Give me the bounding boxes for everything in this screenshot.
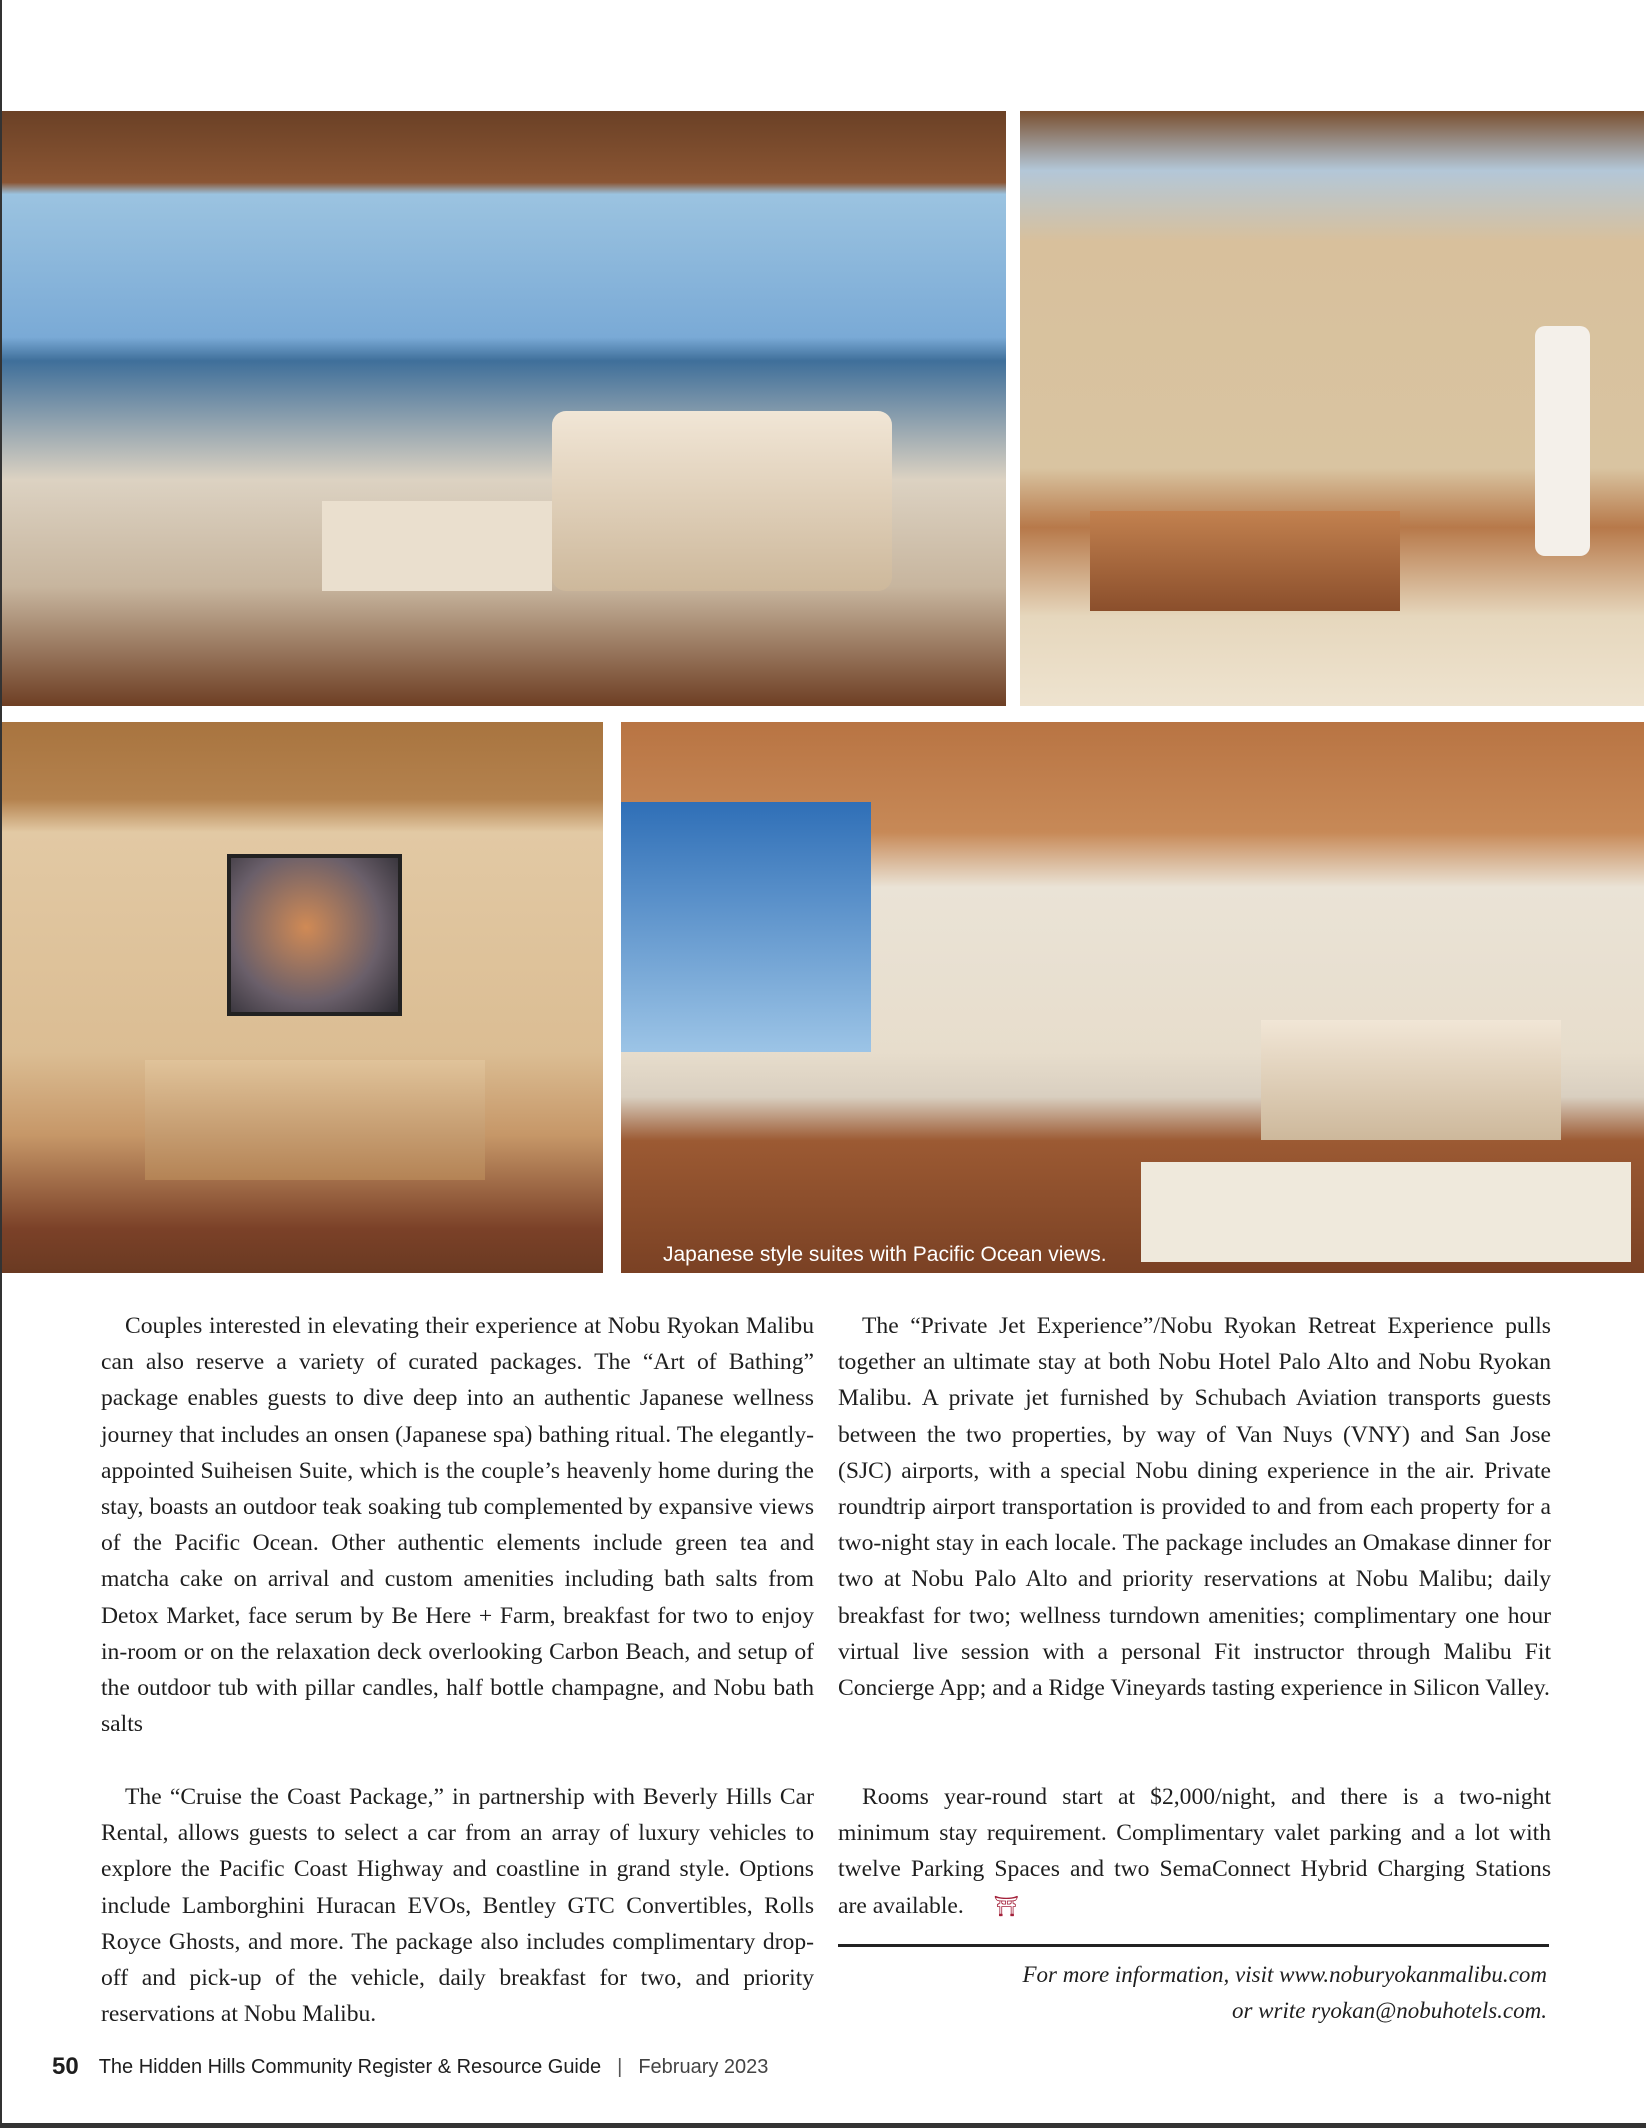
issue-date: February 2023 [638,2055,769,2078]
paragraph: The “Cruise the Coast Package,” in partnership with Beverly Hills Car Rental, allows guests to select a car from an array of luxury vehicles to explore the Pacific Coast Highway and coastline in grand style. Options include Lamborghini Huracan EVOs, Bentley GTC Convertibles, Rolls Royce Ghosts, and more. The package also includes complimentary drop-off and pick-up of the vehicle, daily breakfast for two, and priority reservations at Nobu Malibu. [101,1784,814,2028]
paragraph: The “Private Jet Experience”/Nobu Ryokan Retreat Experience pulls together an ultimate stay at both Nobu Hotel Palo Alto and Nobu Ryokan Malibu. A private jet furnished by Schubach Aviation transports guests between the two properties, by way of Van Nuys (VNY) and San Jose (SJC) airports, with a special Nobu dining experience in the air. Private roundtrip airport transportation is provided to and from each property for a two-night stay in each locale. The package includes an Omakase dinner for two at Nobu Palo Alto and priority reservations at Nobu Malibu; daily breakfast for two; wellness turndown amenities; complimentary one hour virtual live session with a personal Fit instructor through Malibu Fit Concierge App; and a Ridge Vineyards tasting experience in Silicon Valley. [838,1313,1551,1702]
paragraph-text: Rooms year-round start at $2,000/night, and there is a two-night minimum stay requirement. Complimentary valet parking and a lot with twelve Parking Spaces and two SemaConnect Hybrid Charging Stations are available. [838,1784,1551,1919]
article-column-2-paragraph-1 [838,1308,1551,1706]
page-bottom-edge [2,2123,1646,2128]
footer-separator: | [617,2055,623,2078]
rug [1141,1162,1631,1262]
robe [1535,326,1590,556]
article-column-2-paragraph-2 [838,1779,1551,1924]
info-line-website: For more information, visit www.noburyokanmalibu.com [1022,1962,1547,1987]
photo-ocean-view-suite-living-room [2,111,1006,706]
page-footer [52,2053,768,2081]
page-number: 50 [52,2053,79,2080]
photo-bathroom-soaking-tub [1020,111,1644,706]
photo-caption: Japanese style suites with Pacific Ocean views. [663,1243,1107,1266]
bed [1261,1020,1561,1140]
photo-bedroom-with-artwork [2,722,603,1273]
wall-artwork [227,854,402,1016]
article-column-1-paragraph-1 [101,1308,814,1742]
paragraph: Couples interested in elevating their experience at Nobu Ryokan Malibu can also reserve a variety of curated packages. The “Art of Bathing” package enables guests to dive deep into an authentic Japanese wellness journey that includes an onsen (Japanese spa) bathing ritual. The elegantly-appointed Suiheisen Suite, which is the couple’s heavenly home during the stay, boasts an outdoor teak soaking tub complemented by expansive views of the Pacific Ocean. Other authentic elements include green tea and matcha cake on arrival and custom amenities including bath salts from Detox Market, face serum by Be Here + Farm, breakfast for two to enjoy in-room or on the relaxation deck overlooking Carbon Beach, and setup of the outdoor tub with pillar candles, half bottle champagne, and Nobu bath salts [101,1313,814,1738]
teak-tub [1090,511,1400,611]
bed [145,1060,485,1180]
publication-title: The Hidden Hills Community Register & Resource Guide [98,2055,602,2078]
info-line-email: or write ryokan@nobuhotels.com. [1231,1998,1547,2023]
divider-rule [838,1944,1549,1947]
torii-end-mark-icon: ⛩ [993,1893,1018,1918]
photo-suite-bedroom-ocean-view [621,722,1644,1273]
article-column-1-paragraph-2 [101,1779,814,2032]
paragraph [838,1779,1551,1924]
sky-view [621,802,871,1052]
sofa [552,411,892,591]
ottoman [322,501,552,591]
